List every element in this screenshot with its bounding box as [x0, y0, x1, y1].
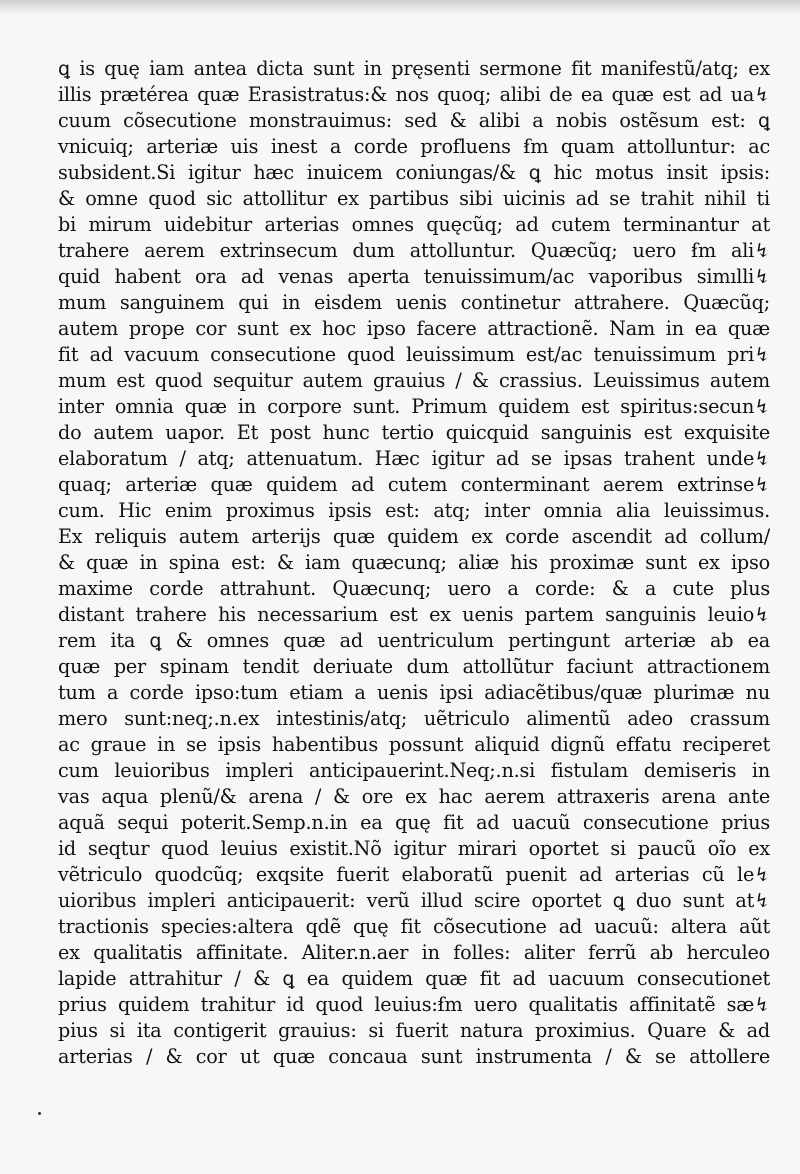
text-line: aquã sequi poterit.Semp.n.in ea quę fit ad uacuũ consecutione prius [58, 811, 770, 834]
text-line: illis prætérea quæ Erasistratus:& nos quoq; alibi de ea quæ est ad ua↯ [58, 83, 770, 106]
text-line: ꝗ is quę iam antea dicta sunt in pręsenti sermone fit manifestũ/atq; ex [58, 57, 770, 80]
text-line: elaboratum / atq; attenuatum. Hæc igitur ad se ipsas trahent unde↯ [58, 447, 770, 470]
text-line: fit ad vacuum consecutione quod leuissimum est/ac tenuissimum pri↯ [58, 343, 770, 366]
text-line: autem prope cor sunt ex hoc ipso facere attractionẽ. Nam in ea quæ [58, 317, 770, 340]
text-line: tractionis species:altera qdẽ quę fit cõsecutione ad uacuũ: altera aũt [58, 915, 770, 938]
text-line: tum a corde ipso:tum etiam a uenis ipsi adiacẽtibus/quæ plurimæ nu [58, 681, 770, 704]
text-line: uioribus impleri anticipauerit: verũ illud scire oportet ꝗ duo sunt at↯ [58, 889, 770, 912]
scan-edge-shadow [0, 0, 800, 14]
text-line: maxime corde attrahunt. Quæcunq; uero a corde: & a cute plus [58, 577, 770, 600]
text-line: distant trahere his necessarium est ex uenis partem sanguinis leuio↯ [58, 603, 770, 626]
text-line: cum. Hic enim proximus ipsis est: atq; inter omnia alia leuissimus. [58, 499, 770, 522]
text-line: lapide attrahitur / & ꝗ ea quidem quæ fit ad uacuum consecutionet [58, 967, 770, 990]
text-line: subsident.Si igitur hæc inuicem coniungas/& ꝗ hic motus insit ipsis: [58, 161, 770, 184]
text-line: trahere aerem extrinsecum dum attolluntur. Quæcũq; uero ẜm ali↯ [58, 239, 770, 262]
scan-speck [38, 1112, 41, 1115]
text-line: do autem uapor. Et post hunc tertio quicquid sanguinis est exquisite [58, 421, 770, 444]
text-line: id seqtur quod leuius existit.Nõ igitur mirari oportet si paucũ oĩo ex [58, 837, 770, 860]
text-line: & omne quod sic attollitur ex partibus sibi uicinis ad se trahit nihil ti [58, 187, 770, 210]
text-line: bi mirum uidebitur arterias omnes quęcũq; ad cutem terminantur at [58, 213, 770, 236]
text-line: mum est quod sequitur autem grauius / & crassius. Leuissimus autem [58, 369, 770, 392]
text-line: cum leuioribus impleri anticipauerint.Neq;.n.si fistulam demiseris in [58, 759, 770, 782]
text-line: ex qualitatis affinitate. Aliter.n.aer in folles: aliter ferrũ ab herculeo [58, 941, 770, 964]
text-line: ac graue in se ipsis habentibus possunt aliquid dignũ effatu reciperet [58, 733, 770, 756]
text-line: mum sanguinem qui in eisdem uenis continetur attrahere. Quæcũq; [58, 291, 770, 314]
text-line: prius quidem trahitur id quod leuius:ẜm uero qualitatis affinitatẽ sæ↯ [58, 993, 770, 1016]
latin-text-block [58, 56, 770, 1070]
text-line: vas aqua plenũ/& arena / & ore ex hac aerem attraxeris arena ante [58, 785, 770, 808]
text-line: mero sunt:neq;.n.ex intestinis/atq; uẽtriculo alimentũ adeo crassum [58, 707, 770, 730]
text-line: quaq; arteriæ quæ quidem ad cutem conterminant aerem extrinse↯ [58, 473, 770, 496]
text-line: arterias / & cor ut quæ concaua sunt instrumenta / & se attollere [58, 1045, 770, 1068]
text-line: Ex reliquis autem arterijs quæ quidem ex corde ascendit ad collum/ [58, 525, 770, 548]
text-line: rem ita ꝗ & omnes quæ ad uentriculum pertingunt arteriæ ab ea [58, 629, 770, 652]
text-line: cuum cõsecutione monstrauimus: sed & alibi a nobis ostẽsum est: ꝗ [58, 109, 770, 132]
text-line: vẽtriculo quodcũq; exqsite fuerit elaboratũ puenit ad arterias cũ le↯ [58, 863, 770, 886]
text-line: inter omnia quæ in corpore sunt. Primum quidem est spiritus:secun↯ [58, 395, 770, 418]
text-line: quid habent ora ad venas aperta tenuissimum/ac vaporibus simılli↯ [58, 265, 770, 288]
text-line: vnicuiq; arteriæ uis inest a corde profluens ẜm quam attolluntur: ac [58, 135, 770, 158]
text-line: quæ per spinam tendit deriuate dum attollũtur faciunt attractionem [58, 655, 770, 678]
text-line: pius si ita contigerit grauius: si fuerit natura proximius. Quare & ad [58, 1019, 770, 1042]
text-line: & quæ in spina est: & iam quæcunq; aliæ his proximæ sunt ex ipso [58, 551, 770, 574]
